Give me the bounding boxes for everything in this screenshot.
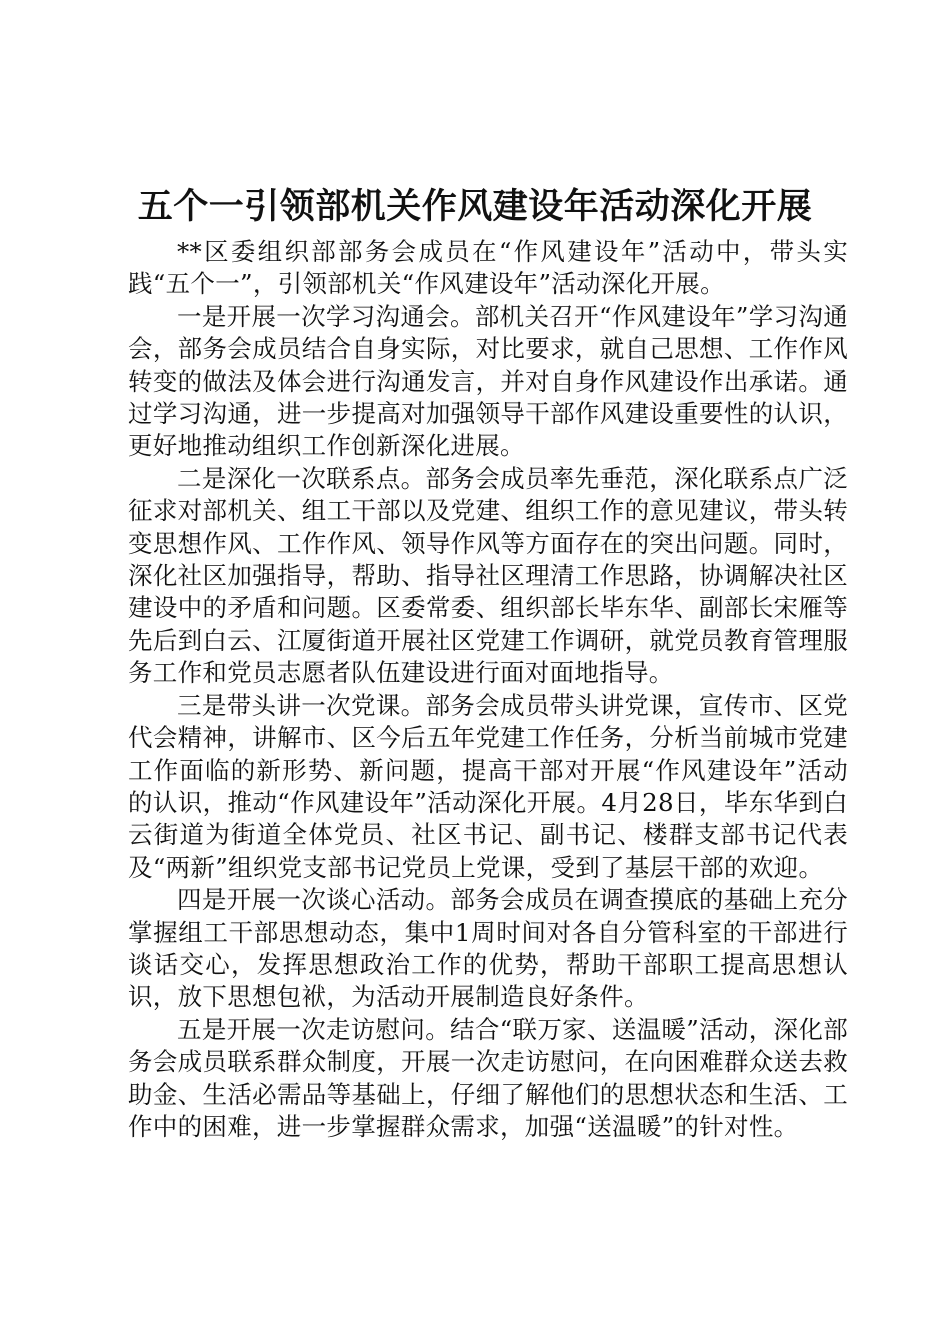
document-body — [128, 236, 848, 1143]
paragraph-item-4: 四是开展一次谈心活动。部务会成员在调查摸底的基础上充分掌握组工干部思想动态，集中1周时间对各自分管科室的干部进行谈话交心，发挥思想政治工作的优势，帮助干部职工提高思想认识，放下思想包袱，为活动开展制造良好条件。 — [128, 885, 848, 1012]
paragraph-item-1: 一是开展一次学习沟通会。部机关召开“作风建设年”学习沟通会，部务会成员结合自身实际，对比要求，就自己思想、工作作风转变的做法及体会进行沟通发言，并对自身作风建设作出承诺。通过学习沟通，进一步提高对加强领导干部作风建设重要性的认识，更好地推动组织工作创新深化进展。 — [128, 301, 848, 461]
document-title: 五个一引领部机关作风建设年活动深化开展 — [137, 187, 813, 227]
paragraph-intro: **区委组织部部务会成员在“作风建设年”活动中，带头实践“五个一”，引领部机关“作风建设年”活动深化开展。 — [128, 237, 848, 299]
paragraph-item-2: 二是深化一次联系点。部务会成员率先垂范，深化联系点广泛征求对部机关、组工干部以及党建、组织工作的意见建议，带头转变思想作风、工作作风、领导作风等方面存在的突出问题。同时，深化社区加强指导，帮助、指导社区理清工作思路，协调解决社区建设中的矛盾和问题。区委常委、组织部长毕东华、副部长宋雁等先后到白云、江厦街道开展社区党建工作调研，就党员教育管理服务工作和党员志愿者队伍建设进行面对面地指导。 — [128, 463, 848, 688]
paragraph-item-3: 三是带头讲一次党课。部务会成员带头讲党课，宣传市、区党代会精神，讲解市、区今后五年党建工作任务，分析当前城市党建工作面临的新形势、新问题，提高干部对开展“作风建设年”活动的认识，推动“作风建设年”活动深化开展。4月28日，毕东华到白云街道为街道全体党员、社区书记、副书记、楼群支部书记代表及“两新”组织党支部书记党员上党课，受到了基层干部的欢迎。 — [128, 690, 848, 882]
paragraph-item-5: 五是开展一次走访慰问。结合“联万家、送温暖”活动，深化部务会成员联系群众制度，开展一次走访慰问，在向困难群众送去救助金、生活必需品等基础上，仔细了解他们的思想状态和生活、工作中的困难，进一步掌握群众需求，加强“送温暖”的针对性。 — [128, 1014, 848, 1141]
